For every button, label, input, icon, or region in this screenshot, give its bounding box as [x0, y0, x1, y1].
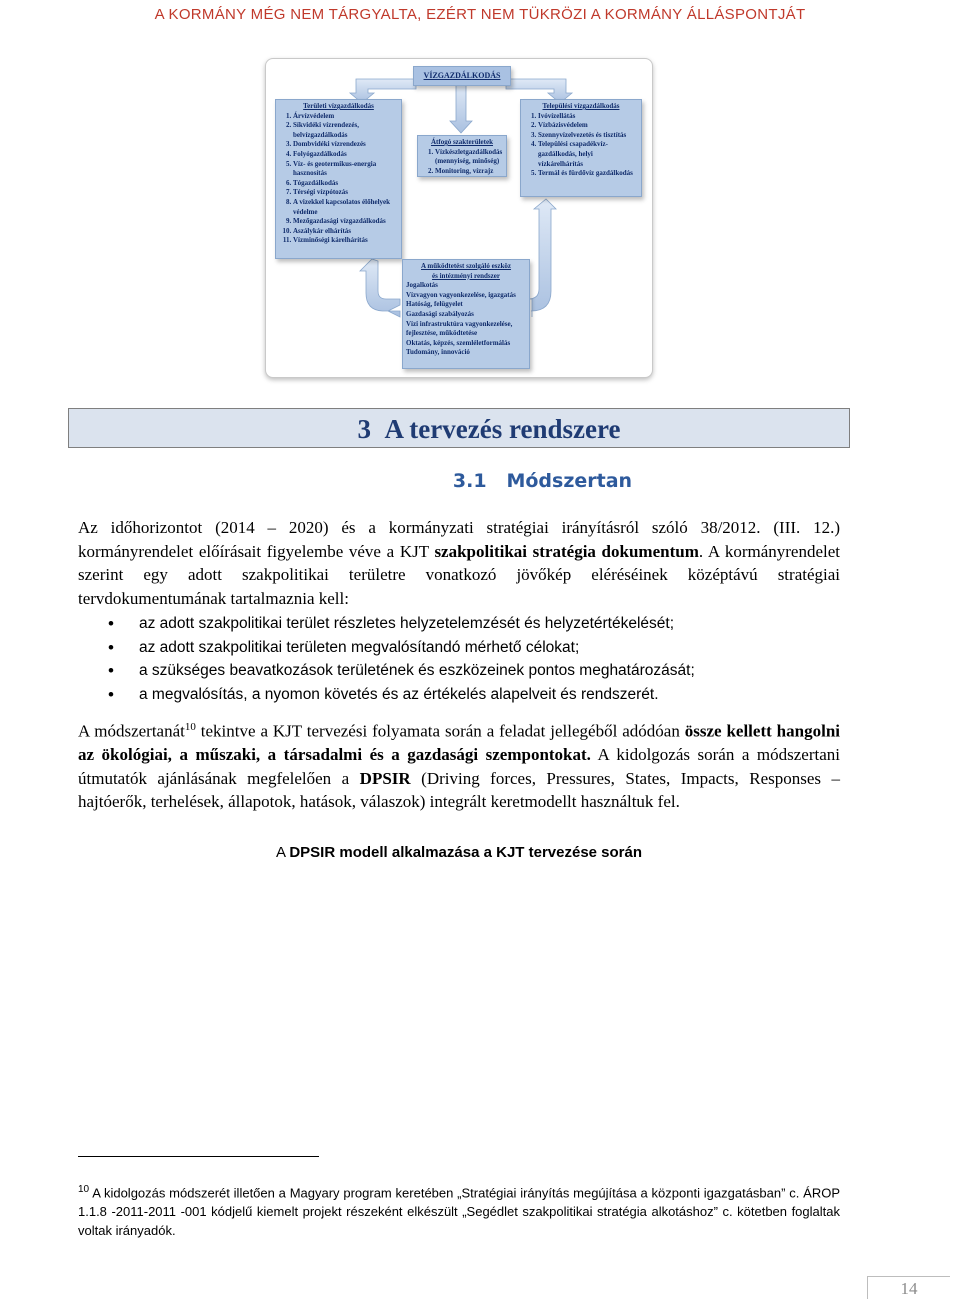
list-item: 2. Vízbázisvédelem	[538, 121, 638, 131]
list-item: 2. Síkvidéki vízrendezés, belvízgazdálkodás	[293, 121, 398, 140]
list-item: Hatóság, felügyelet	[406, 300, 463, 309]
list-item: • a szükséges beavatkozások területének és eszközeinek pontos meghatározását;	[78, 659, 840, 683]
list-item: 3. Szennyvízelvezetés és tisztítás	[538, 131, 638, 141]
diagram-right-box	[520, 99, 642, 197]
diagram-right-title: Települési vízgazdálkodás	[542, 102, 620, 110]
page-number: 14	[867, 1276, 950, 1299]
footnote-separator	[78, 1156, 319, 1157]
header-banner: A KORMÁNY MÉG NEM TÁRGYALTA, EZÉRT NEM TÜKRÖZI A KORMÁNY ÁLLÁSPONTJÁT	[154, 6, 806, 23]
list-item: Oktatás, képzés, szemléletformálás	[406, 338, 511, 347]
section-title-text: Módszertan	[506, 470, 633, 492]
list-item: • az adott szakpolitikai területen megvalósítandó mérhető célokat;	[78, 636, 840, 660]
list-item: 1. Vízkészletgazdálkodás (mennyiség, minőség)	[435, 148, 503, 167]
list-item: 4. Folyógazdálkodás	[293, 150, 398, 160]
list-item: 2. Monitoring, vízrajz	[435, 167, 503, 177]
para2-text-3: A kidolgozás során a módszertani útmutatók ajánlásának megfelelően a	[78, 745, 841, 788]
diagram-top-box: VÍZGAZDÁLKODÁS	[413, 66, 511, 86]
chapter-heading-bar	[68, 408, 850, 448]
list-item: 1. Ivóvízellátás	[538, 112, 638, 122]
list-item: Vízi infrastruktúra vagyonkezelése, fejlesztése, működtetése	[406, 319, 513, 338]
diagram-right-list	[524, 112, 638, 179]
diagram-middle-list	[421, 148, 503, 177]
list-item: 9. Mezőgazdasági vízgazdálkodás	[293, 217, 398, 227]
footnote	[78, 1180, 840, 1240]
list-item: 7. Térségi vízpótozás	[293, 188, 398, 198]
diagram-bottom-list	[406, 281, 526, 358]
list-item: • a megvalósítás, a nyomon követés és az értékelés alapelveit és rendszerét.	[78, 683, 840, 707]
para1-text-2: . A kormányrendelet szerint egy adott szakpolitikai területre vonatkozó jövőkép eléréséinek középtávú stratégiai tervdokumentumának tartalmaznia kell:	[78, 541, 840, 608]
diagram-bottom-title-1: A működtetést szolgáló eszköz	[420, 262, 512, 270]
diagram-middle-box	[417, 135, 507, 177]
caption-text: A	[275, 844, 290, 861]
chapter-number: 3	[357, 414, 372, 444]
para2-text-4: (Driving forces, Pressures, States, Impacts, Responses – hajtóerők, terhelések, állapotok, hatások, válaszok) integrált keretmodellt használtuk fel.	[78, 768, 840, 812]
para2-bold-1: össze kellett hangolni az ökológiai, a műszaki, a társadalmi és a gazdasági szempontokat.	[78, 721, 840, 765]
diagram-left-box	[275, 99, 402, 259]
diagram-bottom-title-2: és intézményi rendszer	[432, 271, 500, 280]
list-item: • az adott szakpolitikai terület részletes helyzetelemzését és helyzetértékelését;	[78, 612, 840, 636]
para2-text-1: A módszertanát	[78, 721, 185, 741]
paragraph-methodology	[78, 716, 840, 814]
list-item: 1. Árvízvédelem	[293, 112, 398, 122]
diagram-left-title: Területi vízgazdálkodás	[303, 102, 374, 110]
diagram-bottom-box	[402, 259, 530, 369]
list-item: 4. Települési csapadékvíz-gazdálkodás, helyi vízkárelhárítás	[538, 140, 638, 169]
chapter-title-text: A tervezés rendszere	[384, 414, 621, 444]
footnote-ref[interactable]: 10	[184, 721, 196, 733]
list-item: 3. Dombvidéki vízrendezés	[293, 140, 398, 150]
caption-bold: DPSIR modell alkalmazása a KJT tervezése során	[289, 844, 643, 861]
list-item: 6. Tógazdálkodás	[293, 179, 398, 189]
list-item: 11. Vízminőségi kárelhárítás	[293, 236, 398, 246]
list-item: 10. Aszálykár elhárítás	[293, 227, 398, 237]
para1-bold-1: szakpolitikai stratégia dokumentum	[434, 541, 699, 561]
water-management-diagram	[265, 58, 653, 378]
list-item: 8. A vizekkel kapcsolatos élőhelyek védelme	[293, 198, 398, 217]
para1-text-1: Az időhorizontot (2014 – 2020) és a kormányzati stratégiai irányításról szóló 38/2012. (III. 12.) kormányrendelet előírásait figyelembe véve a KJT	[78, 518, 840, 561]
footnote-text: A kidolgozás módszerét illetően a Magyary program keretében „Stratégiai irányítás megújítása a központi igazgatásban” c. ÁROP 1.1.8 -2011-2011 -001 kódjelű kiemelt projekt részeként elkészült „Segédlet szakpolitikai stratégia alkotáshoz” c. kötetben foglaltak voltak irányadók.	[78, 1185, 840, 1239]
section-heading	[0, 470, 960, 492]
list-item: Jogalkotás	[406, 281, 438, 290]
para2-bold-2: DPSIR	[359, 768, 411, 788]
list-item: Tudomány, innováció	[406, 348, 470, 357]
list-item: Gazdasági szabályozás	[406, 309, 474, 318]
chapter-title	[129, 409, 849, 449]
diagram-middle-title: Átfogó szakterületek	[430, 138, 493, 146]
list-item: 5. Víz- és geotermikus-energia hasznosítás	[293, 160, 398, 179]
para2-text-2: tekintve a KJT tervezési folyamata során a feladat jellegéből adódóan	[195, 721, 685, 741]
list-item: 5. Termál és fürdővíz gazdálkodás	[538, 169, 638, 179]
requirements-list	[78, 612, 840, 706]
diagram-left-list	[279, 112, 398, 246]
section-number: 3.1	[452, 470, 487, 492]
figure-caption	[0, 844, 918, 861]
list-item: Vízvagyon vagyonkezelése, igazgatás	[406, 290, 516, 299]
paragraph-intro	[78, 516, 840, 610]
footnote-number: 10	[78, 1184, 90, 1195]
